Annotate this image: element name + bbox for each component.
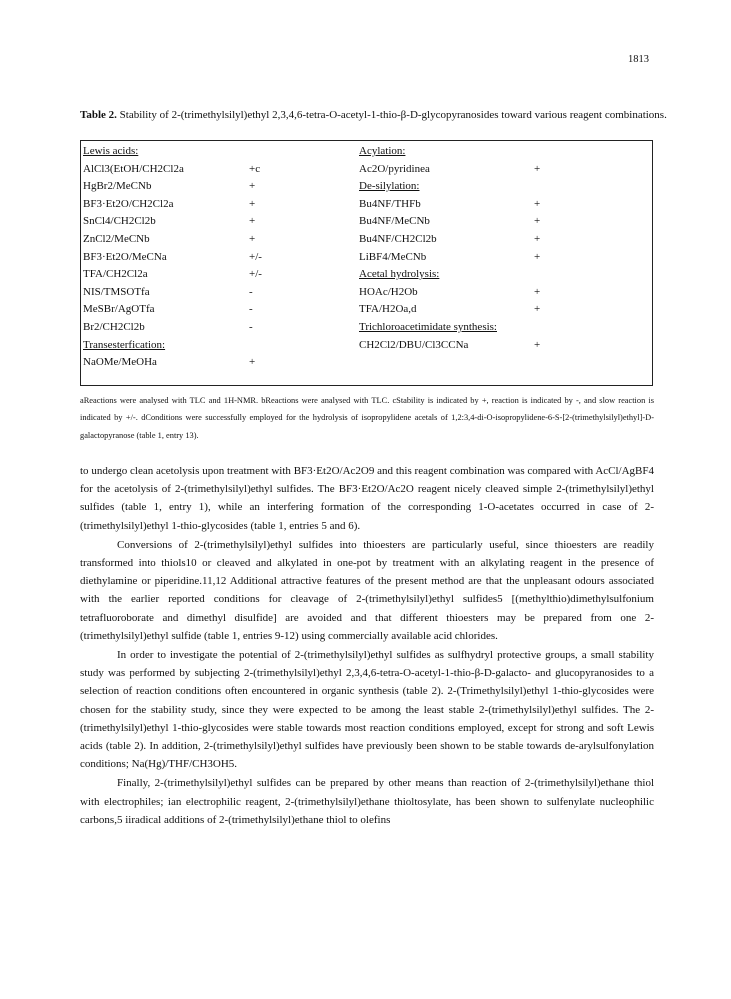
table-reagent: HgBr2/MeCNb <box>83 180 152 193</box>
table-reagent: TFA/H2Oa,d <box>359 303 417 316</box>
table-reagent: BF3·Et2O/CH2Cl2a <box>83 197 174 210</box>
table-reagent: NaOMe/MeOHa <box>83 356 157 369</box>
table-reagent: MeSBr/AgOTfa <box>83 303 155 316</box>
table-reagent: Bu4NF/CH2Cl2b <box>359 232 437 245</box>
paragraph: Conversions of 2-(trimethylsilyl)ethyl sulfides into thioesters are particularly useful, since thioesters are readily transformed into thiols10 or cleaved and alkylated in one-pot by treatment with an alkylating reagent in the presence of diethylamine or piperidine.11,12 Additional attractive features of the present method are that the unpleasant odours associated with the earlier reported conditions for cleavage of 2-(trimethylsilyl)ethyl sulfides5 [(methylthio)dimethylsulfonium tetrafluoroborate and dimethyl disulfide] are avoided and that different thioesters may be prepared from one 2-(trimethylsilyl)ethyl sulfide (table 1, entries 9-12) using commercially available acid chlorides. <box>80 538 654 642</box>
table-footnotes: aReactions were analysed with TLC and 1H-NMR. bReactions were analysed with TLC. cStability is indicated by +, reaction is indicated by -, and slow reaction is indicated by +/-. dConditions were successfully employed for the hydrolysis of isopropylidene acetals of 1,2:3,4-di-O-isopropylidene-6-S-[2-(trimethylsilyl)ethyl]-D-galactopyranose (table 1, entry 13). <box>80 396 654 440</box>
table-stability-value: - <box>249 320 253 333</box>
table-section-heading: Transesterfication: <box>83 338 166 351</box>
table-section-heading: De-silylation: <box>359 180 420 193</box>
table-reagent: ZnCl2/MeCNb <box>83 232 150 245</box>
table-stability-value: - <box>249 303 253 316</box>
table-stability-value: + <box>534 250 541 263</box>
table-stability-value <box>249 143 289 161</box>
table-reagent: NIS/TMSOTfa <box>83 285 150 298</box>
table-stability-value: + <box>249 232 256 245</box>
table-stability-value: + <box>534 197 541 210</box>
table-section-heading: Lewis acids: <box>83 145 139 157</box>
table-stability-value: + <box>249 356 256 369</box>
table-stability-value: - <box>249 285 253 298</box>
table-reagent: Bu4NF/MeCNb <box>359 215 430 228</box>
table-reagent: SnCl4/CH2Cl2b <box>83 215 156 228</box>
paragraph: to undergo clean acetolysis upon treatment with BF3·Et2O/Ac2O9 and this reagent combination was compared with AcCl/AgBF4 for the acetolysis of 2-(trimethylsilyl)ethyl sulfides. The BF3·Et2O/Ac2O reagent nicely cleaved simple 2-(trimethylsilyl)ethyl sulfides (table 1, entry 1), while an interfering formation of the corresponding 1-O-acetates occurred in case of 2-(trimethylsilyl)ethyl 1-thio-glycosides (table 1, entries 5 and 6). <box>80 465 654 532</box>
table-stability-value: + <box>534 338 541 351</box>
table-stability-value: + <box>534 215 541 228</box>
table-stability-value: + <box>249 197 256 210</box>
table-stability-value: + <box>534 285 541 298</box>
table-stability-value <box>534 319 564 337</box>
table-stability-value: + <box>534 162 541 175</box>
table-reagent: AlCl3(EtOH/CH2Cl2a <box>83 162 184 175</box>
right-stability-column <box>534 143 564 354</box>
table-stability-value: +c <box>249 162 261 175</box>
right-reagent-column <box>359 143 559 354</box>
paragraph: Finally, 2-(trimethylsilyl)ethyl sulfides can be prepared by other means than reaction of 2-(trimethylsilyl)ethane thiol with electrophiles; ian electrophilic reagent, 2-(trimethylsilyl)ethane thioltosylate, has been shown to sulfenylate nucleophilic carbons,5 iiradical additions of 2-(trimethylsilyl)ethane thiol to olefins <box>80 777 654 826</box>
table-caption <box>80 106 670 124</box>
table-reagent: HOAc/H2Ob <box>359 285 418 298</box>
table-section-heading: Acetal hydrolysis: <box>359 268 440 281</box>
table-stability-value: + <box>249 180 256 193</box>
table-stability-value: +/- <box>249 250 262 263</box>
table-reagent: TFA/CH2Cl2a <box>83 268 148 281</box>
page-number: 1813 <box>628 54 649 65</box>
table-stability-value: + <box>249 215 256 228</box>
paragraph: In order to investigate the potential of 2-(trimethylsilyl)ethyl sulfides as sulfhydryl protective groups, a small stability study was performed by subjecting 2-(trimethylsilyl)ethyl 2,3,4,6-tetra-O-acetyl-1-thio-β-D-galacto- and glucopyranosides to a selection of reaction conditions often encountered in organic synthesis (table 2). 2-(Trimethylsilyl)ethyl 1-thio-glycosides were chosen for the stability study, since they were expected to be among the least stable 2-(trimethylsilyl)ethyl sulfides. The 2-(trimethylsilyl)ethyl 1-thio-glycosides were stable towards most reaction conditions employed, except for strong and soft Lewis acids (table 2). In addition, 2-(trimethylsilyl)ethyl sulfides have previously been shown to be stable towards de-arylsulfonylation conditions; Na(Hg)/THF/CH3OH5. <box>80 649 654 771</box>
table-stability-value: + <box>534 232 541 245</box>
table-reagent: Ac2O/pyridinea <box>359 162 430 175</box>
table-reagent: LiBF4/MeCNb <box>359 250 427 263</box>
table-caption-text: Stability of 2-(trimethylsilyl)ethyl 2,3,4,6-tetra-O-acetyl-1-thio-β-D-glycopyranosides toward various reagent combinations. <box>119 109 667 121</box>
body-text <box>80 462 654 829</box>
table-stability-value: + <box>534 303 541 316</box>
left-stability-column <box>249 143 289 372</box>
table-reagent: CH2Cl2/DBU/Cl3CCNa <box>359 338 469 351</box>
table-label: Table 2. <box>80 109 117 121</box>
table-stability-value <box>534 143 564 161</box>
table-reagent: Br2/CH2Cl2b <box>83 320 145 333</box>
table-section-heading: Trichloroacetimidate synthesis: <box>359 320 497 333</box>
table-stability-value <box>534 266 564 284</box>
stability-table <box>80 140 653 386</box>
table-reagent: Bu4NF/THFb <box>359 197 421 210</box>
table-reagent: BF3·Et2O/MeCNa <box>83 250 167 263</box>
left-reagent-column <box>83 143 248 372</box>
table-section-heading: Acylation: <box>359 145 406 157</box>
table-stability-value <box>249 337 289 355</box>
table-stability-value <box>534 178 564 196</box>
table-stability-value: +/- <box>249 268 262 281</box>
